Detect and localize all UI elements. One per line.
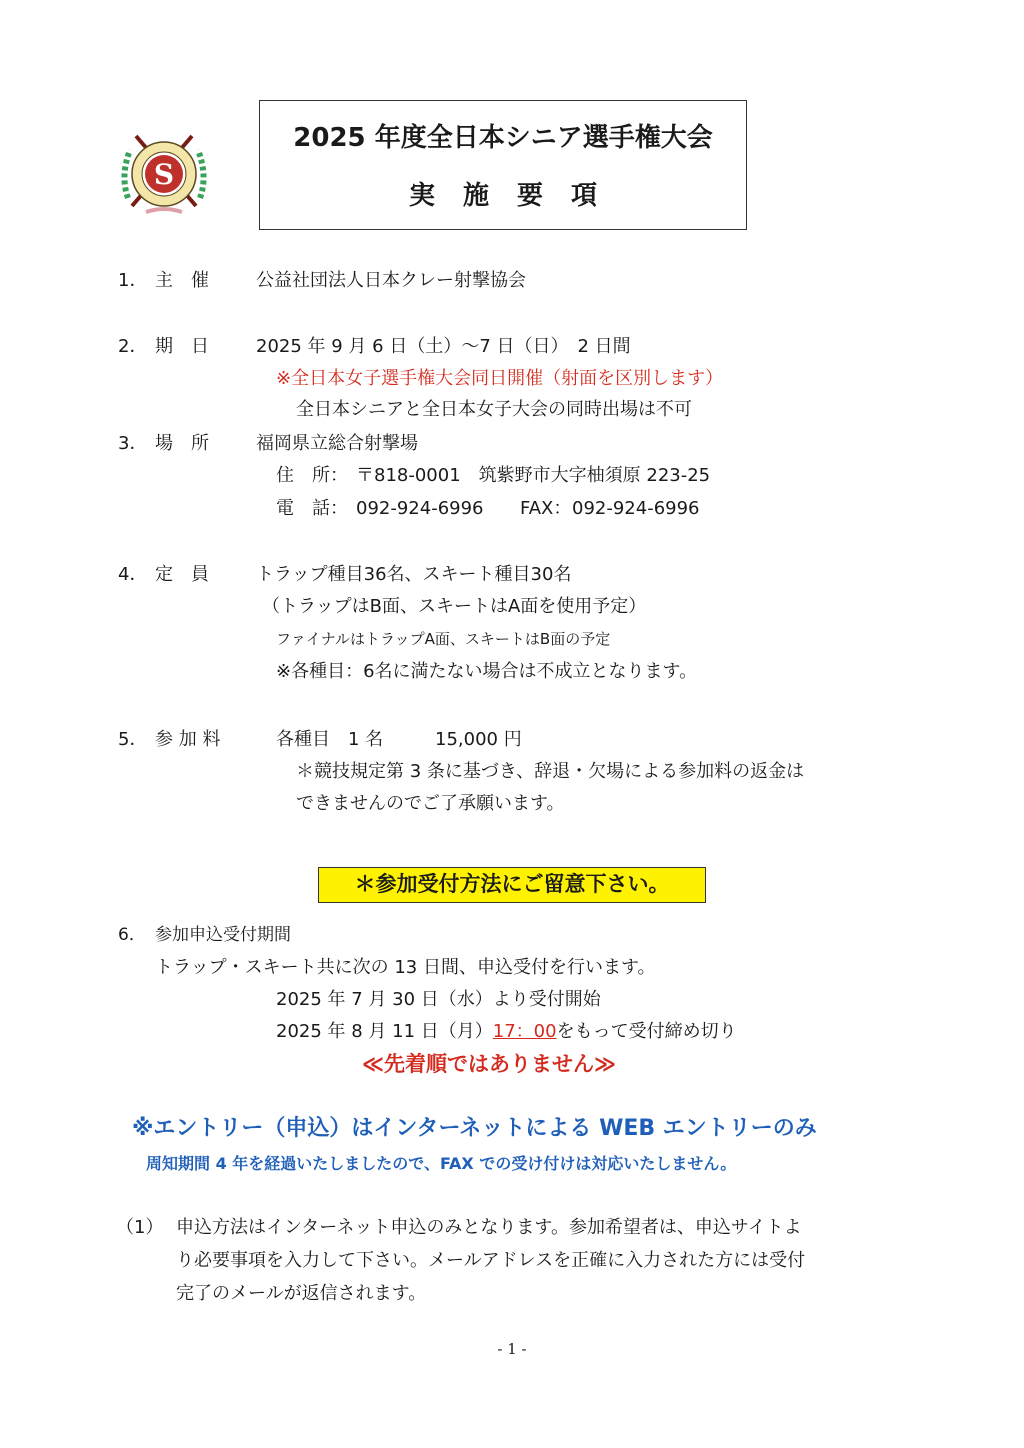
section-1-number: 1．	[118, 270, 148, 291]
document-subtitle: 実施要項	[408, 181, 625, 211]
web-entry-notice: ※エントリー（申込）はインターネットによる WEB エントリーのみ	[132, 1116, 817, 1141]
entry-end-date: 2025 年 8 月 11 日（月）	[276, 1021, 493, 1042]
entry-start: 2025 年 7 月 30 日（水）より受付開始	[276, 989, 601, 1010]
section-5-label: 参 加 料	[155, 729, 221, 750]
refund-note-line2: できませんのでご了承願います。	[296, 793, 565, 814]
paragraph-1-number: （1）	[116, 1217, 164, 1238]
entry-period-intro: トラップ・スキート共に次の 13 日間、申込受付を行います。	[155, 957, 656, 978]
final-fields: ファイナルはトラップA面、スキートはB面の予定	[276, 630, 611, 648]
venue-fax: 092-924-6996	[572, 498, 700, 519]
fax-not-accepted-notice: 周知期間 4 年を経過いたしましたので、FAX での受け付けは対応いたしません。	[146, 1154, 737, 1173]
entry-end-time: 17：00	[492, 1021, 557, 1042]
entry-method-notice: ＊参加受付方法にご留意下さい。	[318, 867, 706, 903]
fee-amount: 15,000 円	[435, 729, 522, 750]
section-3-number: 3．	[118, 433, 148, 454]
section-3-label: 場 所	[155, 433, 209, 454]
not-first-come-notice: ≪先着順ではありません≫	[362, 1052, 616, 1076]
section-6-label: 参加申込受付期間	[155, 925, 291, 945]
organizer: 公益社団法人日本クレー射撃協会	[256, 270, 526, 291]
section-1-label: 主 催	[155, 270, 209, 291]
capacity-fields: （トラップはB面、スキートはA面を使用予定）	[262, 596, 647, 617]
section-5-number: 5．	[118, 729, 148, 750]
minimum-entry-note: ※各種目：6名に満たない場合は不成立となります。	[276, 661, 698, 682]
refund-note-line1: ＊競技規定第 3 条に基づき、辞退・欠場による参加料の返金は	[296, 761, 805, 782]
paragraph-1-line1: 申込方法はインターネット申込のみとなります。参加希望者は、申込サイトよ	[176, 1217, 802, 1238]
section-2-number: 2．	[118, 336, 148, 357]
fee-item: 各種目 1 名	[276, 729, 384, 750]
entry-end-suffix: をもって受付締め切り	[556, 1021, 737, 1042]
venue-phone: 092-924-6996	[356, 498, 484, 519]
page-number: - 1 -	[497, 1340, 527, 1358]
address-label: 住 所：	[276, 465, 348, 486]
entry-end	[276, 1020, 737, 1044]
capacity: トラップ種目36名、スキート種目30名	[256, 564, 572, 585]
document-title: 2025 年度全日本シニア選手権大会	[293, 123, 713, 153]
event-dates: 2025 年 9 月 6 日（土）～7 日（日） 2 日間	[256, 336, 631, 357]
section-6-number: 6．	[118, 925, 146, 945]
venue-name: 福岡県立総合射撃場	[256, 433, 418, 454]
phone-label: 電 話：	[276, 498, 348, 519]
association-logo	[116, 128, 212, 224]
dual-entry-note: 全日本シニアと全日本女子大会の同時出場は不可	[296, 399, 692, 420]
section-4-number: 4．	[118, 564, 148, 585]
section-4-label: 定 員	[155, 564, 209, 585]
emblem-icon	[116, 128, 212, 224]
title-box	[259, 100, 747, 230]
paragraph-1-line2: り必要事項を入力して下さい。メールアドレスを正確に入力された方には受付	[176, 1250, 806, 1271]
venue-address: 〒818-0001 筑紫野市大字柚須原 223-25	[356, 465, 711, 486]
svg-text:S: S	[153, 158, 175, 191]
fax-label: FAX：	[520, 498, 572, 519]
concurrent-event-note: ※全日本女子選手権大会同日開催（射面を区別します）	[276, 368, 724, 389]
section-2-label: 期 日	[155, 336, 209, 357]
paragraph-1-line3: 完了のメールが返信されます。	[176, 1283, 427, 1304]
